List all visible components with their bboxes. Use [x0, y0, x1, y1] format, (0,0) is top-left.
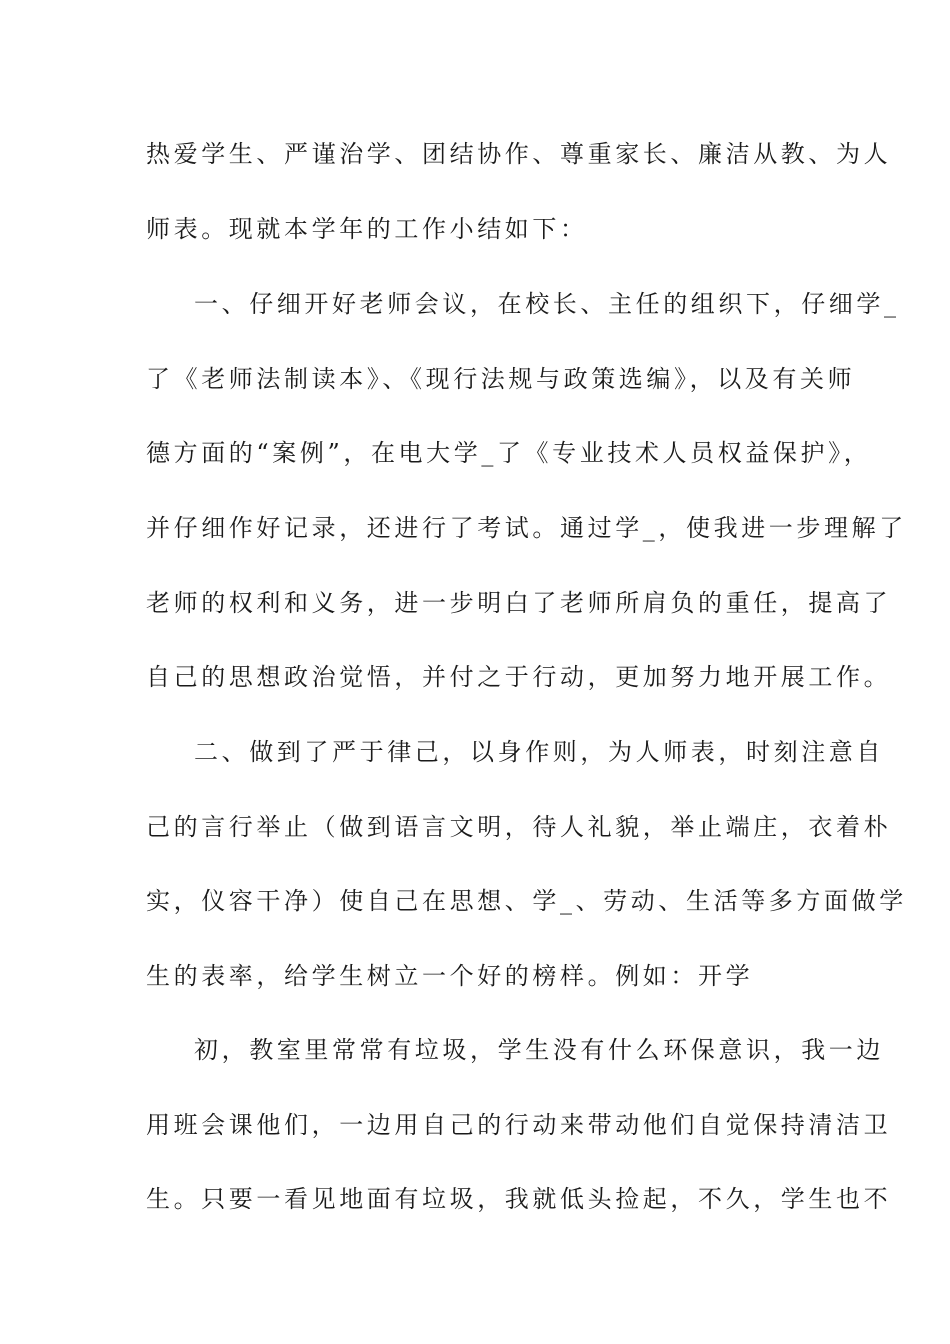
- text-line: 老师的权利和义务，进一步明白了老师所肩负的重任，提高了: [146, 589, 892, 617]
- text-line: 师表。现就本学年的工作小结如下：: [146, 215, 588, 243]
- text-line: 一、仔细开好老师会议，在校长、主任的组织下，仔细学_: [194, 290, 900, 318]
- text-line: 生。只要一看见地面有垃圾，我就低头捡起，不久，学生也不: [146, 1185, 892, 1213]
- text-line: 己的言行举止（做到语言文明，待人礼貌，举止端庄，衣着朴: [146, 813, 892, 841]
- text-line: 实，仪容干净）使自己在思想、学_、劳动、生活等多方面做学: [146, 887, 907, 915]
- text-line: 生的表率，给学生树立一个好的榜样。例如：开学: [146, 962, 754, 990]
- text-line: 初，教室里常常有垃圾，学生没有什么环保意识，我一边: [194, 1036, 884, 1064]
- text-line: 用班会课他们，一边用自己的行动来带动他们自觉保持清洁卫: [146, 1111, 892, 1139]
- text-line: 并仔细作好记录，还进行了考试。通过学_，使我进一步理解了: [146, 514, 907, 542]
- text-line: 自己的思想政治觉悟，并付之于行动，更加努力地开展工作。: [146, 663, 892, 691]
- text-line: 了《老师法制读本》、《现行法规与政策选编》，以及有关师: [146, 365, 856, 393]
- text-line: 二、做到了严于律己，以身作则，为人师表，时刻注意自: [194, 738, 884, 766]
- text-line: 德方面的“案例”，在电大学_了《专业技术人员权益保护》，: [146, 439, 872, 467]
- text-line: 热爱学生、严谨治学、团结协作、尊重家长、廉洁从教、为人: [146, 140, 892, 168]
